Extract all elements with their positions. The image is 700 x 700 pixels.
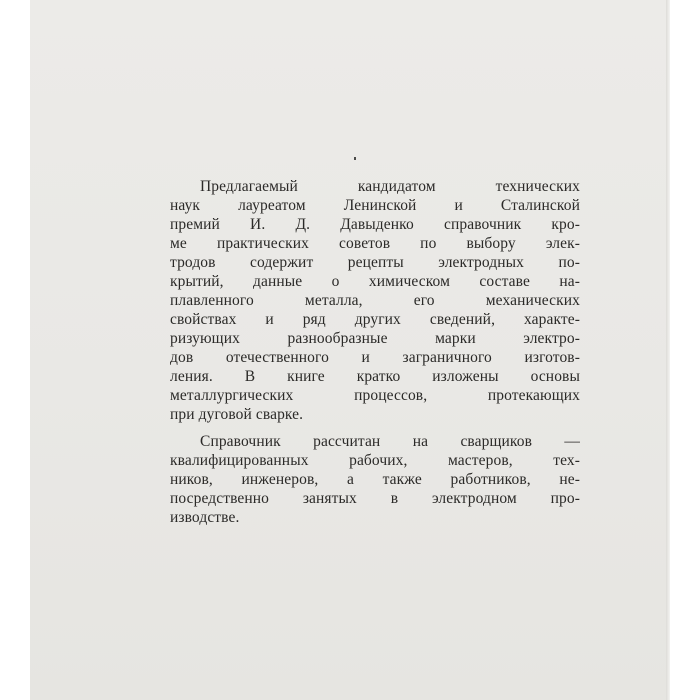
ink-speck: [354, 157, 356, 160]
text-line: наук лауреатом Ленинской и Сталинской: [170, 197, 580, 214]
annotation-text: [170, 177, 580, 527]
text-line: тродов содержит рецепты электродных по-: [170, 254, 580, 271]
text-line: ления. В книге кратко изложены основы: [170, 368, 580, 385]
text-line: свойствах и ряд других сведений, характе-: [170, 311, 580, 328]
text-line: при дуговой сварке.: [170, 406, 304, 423]
paragraph-1: [170, 177, 580, 424]
text-line: крытий, данные о химическом составе на-: [170, 273, 580, 290]
text-line: премий И. Д. Давыденко справочник кро-: [170, 216, 580, 233]
paragraph-2: [170, 432, 580, 527]
page-edge: [666, 0, 670, 700]
text-line: ризующих разнообразные марки электро-: [170, 330, 580, 347]
text-line: посредственно занятых в электродном про-: [170, 490, 580, 507]
text-line: Предлагаемый кандидатом технических: [200, 178, 580, 195]
text-line: изводстве.: [170, 509, 240, 526]
text-line: ме практических советов по выбору элек-: [170, 235, 580, 252]
text-line: ников, инженеров, а также работников, не-: [170, 471, 580, 488]
text-line: дов отечественного и заграничного изготов-: [170, 349, 580, 366]
text-line: Справочник рассчитан на сварщиков —: [200, 433, 580, 450]
text-line: металлургических процессов, протекающих: [170, 387, 580, 404]
text-line: плавленного металла, его механических: [170, 292, 580, 309]
text-line: квалифицированных рабочих, мастеров, тех-: [170, 452, 580, 469]
paragraph-spacer: [170, 424, 580, 432]
